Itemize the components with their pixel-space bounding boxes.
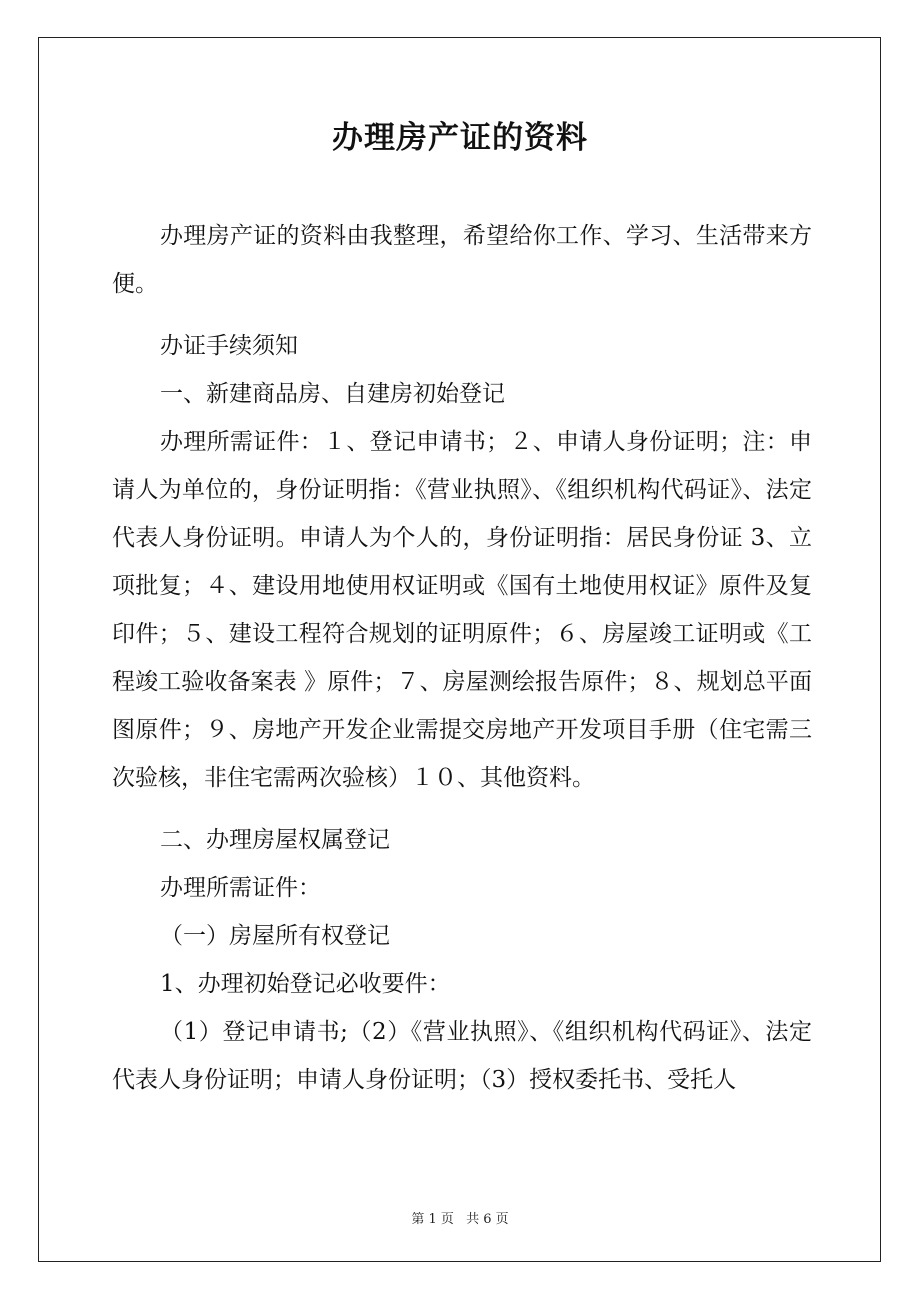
page-footer — [0, 1208, 920, 1227]
paragraph-initial-registration: 1、办理初始登记必收要件： — [160, 971, 451, 997]
page-total: 共 6 页 — [466, 1212, 509, 1227]
paragraph-required-items: （1）登记申请书;（2）《营业执照》、《组织机构代码证》、法定代表人身份证明；申请人身份证明；（3）授权委托书、受托人 — [112, 1019, 812, 1093]
document-title: 办理房产证的资料 — [332, 120, 588, 156]
paragraph-required-documents: 办理所需证件： — [160, 875, 321, 901]
paragraph-section-one-heading: 一、新建商品房、自建房初始登记 — [160, 381, 505, 407]
paragraph-ownership-registration: （一）房屋所有权登记 — [160, 923, 390, 949]
page-number: 第 1 页 — [411, 1212, 454, 1227]
document-body — [112, 212, 812, 1118]
paragraph-intro: 办理房产证的资料由我整理，希望给你工作、学习、生活带来方便。 — [112, 223, 812, 297]
paragraph-procedures-heading: 办证手续须知 — [160, 333, 298, 359]
paragraph-section-two-heading: 二、办理房屋权属登记 — [160, 827, 390, 853]
paragraph-section-one-documents: 办理所需证件：１、登记申请书；２、申请人身份证明；注：申请人为单位的，身份证明指：《营业执照》、《组织机构代码证》、法定代表人身份证明。申请人为个人的，身份证明指：居民身份证 3、立项批复；４、建设用地使用权证明或《国有土地使用权证》原件及复印件；５、建设工程符合规划的证明原件；６、房屋竣工证明或《工程竣工验收备案表 》原件；７、房屋测绘报告原件；８、规划总平面图原件；９、房地产开发企业需提交房地产开发项目手册（住宅需三次验核，非住宅需两次验核）１０、其他资料。 — [112, 429, 812, 791]
